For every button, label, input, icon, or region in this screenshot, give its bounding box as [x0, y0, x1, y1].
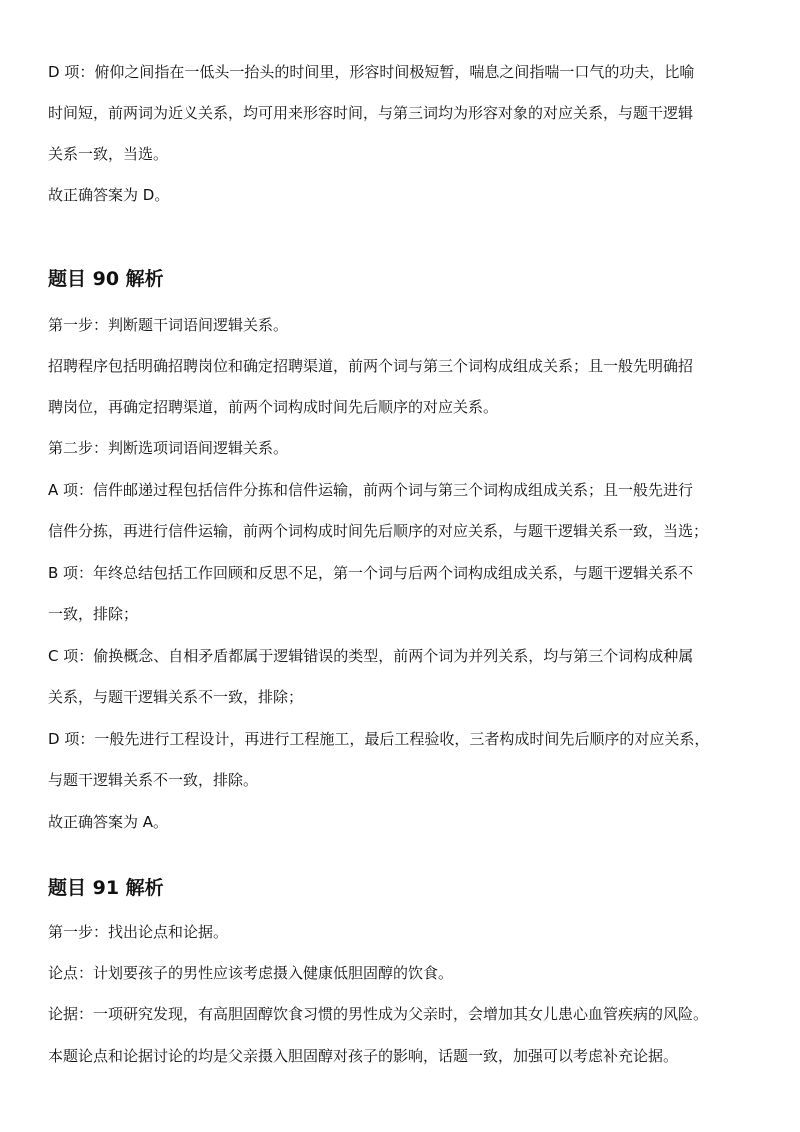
paragraph-line: D 项：俯仰之间指在一低头一抬头的时间里，形容时间极短暂，喘息之间指喘一口气的功夫，比喻: [48, 63, 695, 81]
option-c-line: 关系，与题干逻辑关系不一致，排除；: [48, 688, 304, 706]
paragraph-line: 第一步：找出论点和论据。: [48, 923, 229, 941]
paragraph-line: 关系一致，当选。: [48, 145, 169, 163]
paragraph-line: 论点：计划要孩子的男性应该考虑摄入健康低胆固醇的饮食。: [48, 964, 454, 982]
option-c-line: C 项：偷换概念、自相矛盾都属于逻辑错误的类型，前两个词为并列关系，均与第三个词构成种属: [48, 647, 694, 665]
option-a-line: 信件分拣，再进行信件运输，前两个词构成时间先后顺序的对应关系，与题干逻辑关系一致，当选；: [48, 522, 709, 540]
paragraph-line: 聘岗位，再确定招聘渠道，前两个词构成时间先后顺序的对应关系。: [48, 398, 499, 416]
answer-line: 故正确答案为 D。: [48, 186, 170, 204]
paragraph-line: 时间短，前两词为近义关系，均可用来形容时间，与第三词均为形容对象的对应关系，与题干逻辑: [48, 104, 694, 122]
answer-line: 故正确答案为 A。: [48, 813, 169, 831]
option-a-line: A 项：信件邮递过程包括信件分拣和信件运输，前两个词与第三个词构成组成关系；且一般先进行: [48, 481, 694, 499]
paragraph-line: 论据：一项研究发现，有高胆固醇饮食习惯的男性成为父亲时，会增加其女儿患心血管疾病的风险。: [48, 1005, 709, 1023]
option-b-line: B 项：年终总结包括工作回顾和反思不足，第一个词与后两个词构成组成关系，与题干逻辑关系不: [48, 564, 694, 582]
paragraph-line: 第一步：判断题干词语间逻辑关系。: [48, 316, 289, 334]
paragraph-line: 招聘程序包括明确招聘岗位和确定招聘渠道，前两个词与第三个词构成组成关系；且一般先明确招: [48, 357, 694, 375]
section-heading-90: 题目 90 解析: [48, 268, 164, 290]
paragraph-line: 本题论点和论据讨论的均是父亲摄入胆固醇对孩子的影响，话题一致，加强可以考虑补充论据。: [48, 1047, 679, 1065]
paragraph-line: 第二步：判断选项词语间逻辑关系。: [48, 439, 289, 457]
option-b-line: 一致，排除；: [48, 605, 139, 623]
option-d-line: 与题干逻辑关系不一致，排除。: [48, 771, 259, 789]
option-d-line: D 项：一般先进行工程设计，再进行工程施工，最后工程验收，三者构成时间先后顺序的对应关系，: [48, 730, 710, 748]
section-heading-91: 题目 91 解析: [48, 877, 164, 899]
